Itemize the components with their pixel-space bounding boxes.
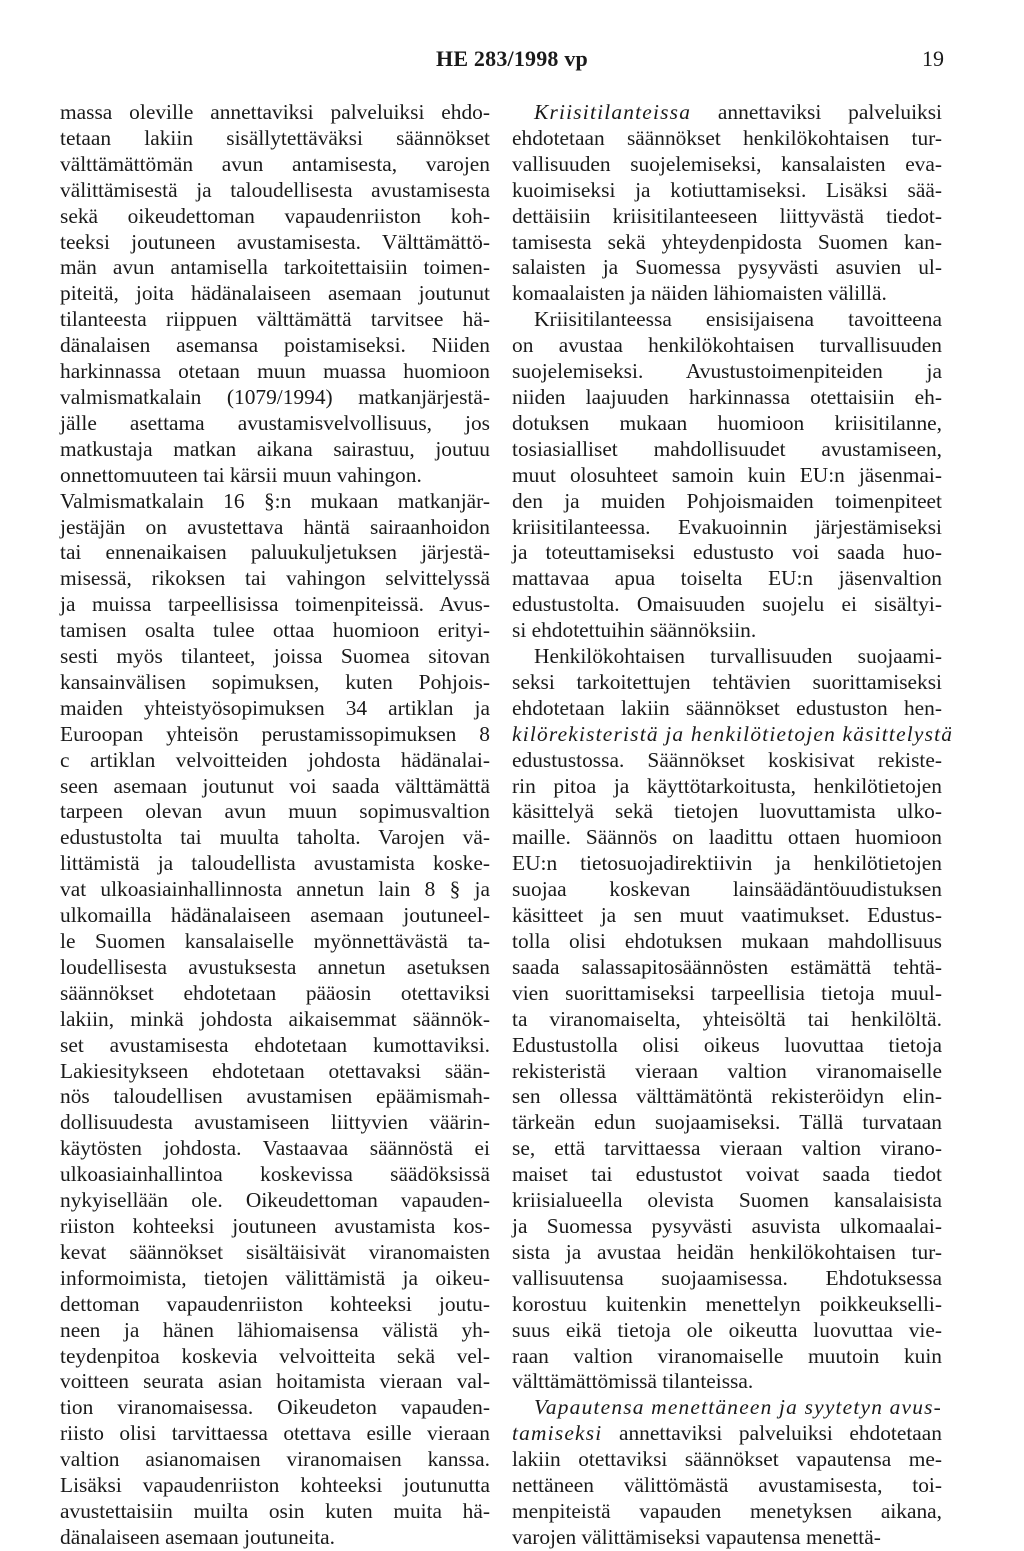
page-number: 19 (922, 46, 944, 71)
text-line (512, 1395, 942, 1421)
text-line: kuoimiseksi ja kotiuttamiseksi. Lisäksi sää- (512, 177, 942, 202)
text-line: ehdotetaan lakiin säännökset edustuston hen- (512, 695, 942, 720)
text-line: niiden laajuuden harkinnassa otettaisiin eh- (512, 384, 942, 409)
text-line: dollisuudesta avustamiseen liittyvien väärin- (60, 1110, 490, 1135)
right-text-column (512, 100, 954, 1551)
text-line: le Suomen kansalaiselle myönnettävästä ta- (60, 929, 490, 953)
text-line: onnettomuuteen tai kärsii muun vahingon. (60, 462, 422, 487)
text-line: mattavaa apua toiselta EU:n jäsenvaltion (512, 566, 942, 591)
text-line: tamisen osalta tulee ottaa huomioon erityi- (60, 618, 490, 643)
text-line: edustustolta. Omaisuuden suojelu ei sisältyi- (512, 592, 942, 617)
text-line: sekä oikeudettoman vapaudenriiston koh- (60, 203, 490, 228)
text-line: menpiteistä vapauden menetyksen aikana, (512, 1498, 942, 1523)
text-line: valtion asianomaisen viranomaisen kanssa. (60, 1447, 490, 1472)
text-line: sesti myös tilanteet, joissa Suomea sitovan (60, 644, 490, 669)
text-line: lakiin, minkä johdosta aikaisemmat säännök- (60, 1006, 490, 1031)
text-line: si ehdotettuihin säännöksiin. (512, 618, 757, 643)
text-line: vallisuutensa suojaamisessa. Ehdotuksessa (512, 1265, 942, 1290)
line-rest: annettaviksi palveluiksi ehdotetaan (602, 1421, 942, 1446)
document-title: HE 283/1998 vp (436, 46, 588, 71)
text-line: tion viranomaisessa. Oikeudeton vapauden- (60, 1395, 490, 1420)
text-line: rin pitoa ja käyttötarkoitusta, henkilötietojen (512, 773, 942, 798)
text-line: seen asemaan joutunut voi saada välttämättä (60, 773, 490, 798)
text-line: nettäneen välittömästä avustamisesta, toi- (512, 1473, 942, 1498)
text-line: muut olosuhteet samoin kuin EU:n jäsenmai- (512, 462, 942, 487)
text-line: seksi tarkoitettujen tehtävien suorittamiseksi (512, 669, 942, 694)
text-line: avustettaisiin muilta osin kuten muita hä- (60, 1498, 490, 1523)
text-line: tärkeän edun suojaamiseksi. Tällä turvataan (512, 1110, 942, 1135)
text-line: suus eikä tietoja ole oikeutta luovuttaa vie- (512, 1317, 942, 1342)
text-line: tosiasialliset mahdollisuudet avustamiseen, (512, 436, 942, 461)
italic-term: Kriisitilanteissa (534, 100, 692, 124)
text-line (512, 721, 954, 748)
text-line: raan valtion viranomaiselle muutoin kuin (512, 1343, 942, 1368)
text-line: informoimista, tietojen välittämistä ja oikeu- (60, 1265, 490, 1290)
text-line: saada salassapitosäännösten estämättä tehtä- (512, 954, 942, 979)
text-line: riisto olisi tarvittaessa otettava esille vieraan (60, 1421, 490, 1446)
text-line: kevat säännökset sisältäisivät viranomaisten (60, 1239, 490, 1264)
text-line: tetaan lakiin sisällytettäväksi säännökset (60, 125, 490, 150)
text-line: vallisuuden suojelemiseksi, kansalaisten eva- (512, 151, 942, 176)
text-line: käsitteet ja sen muut vaatimukset. Edustus- (512, 903, 942, 928)
text-line: kriisialueella olevista Suomen kansalaisista (512, 1188, 942, 1213)
text-line: EU:n tietosuojadirektiivin ja henkilötietojen (512, 851, 942, 876)
text-line: dänalaiseen asemaan joutuneita. (60, 1524, 335, 1549)
text-line: salaisten ja Suomessa pysyvästi asuvien ul- (512, 255, 942, 280)
text-line: lakiin otettaviksi säännökset vapautensa me- (512, 1447, 942, 1472)
text-line: tarpeen olevan avun muun sopimusvaltion (60, 799, 490, 824)
text-line: nös taloudellisen avustamisen epäämismah- (60, 1084, 490, 1109)
text-line: harkinnassa otetaan muun muassa huomioon (60, 359, 490, 384)
text-line: komaalaisten ja näiden lähiomaisten välillä. (512, 281, 887, 306)
text-line: voitteen seurata asian hoitamista vieraan val- (60, 1369, 490, 1394)
text-line: tai ennenaikaisen paluukuljetuksen järjestä- (60, 540, 490, 565)
left-text-column (60, 100, 490, 1551)
italic-term: kilörekisteristä ja henkilötietojen käsittelystä (512, 721, 954, 746)
text-line: valmismatkalain (1079/1994) matkanjärjestä- (60, 384, 490, 409)
text-line: tamisesta sekä yhteydenpidosta Suomen kan- (512, 229, 942, 254)
text-line: välittämisestä ja taloudellisesta avustamisesta (60, 177, 490, 202)
text-line: vien suorittamiseksi tarpeellisia tietoja muul- (512, 980, 942, 1005)
text-line: tilanteesta riippuen välttämättä tarvitsee hä- (60, 307, 490, 332)
text-line: misessä, rikoksen tai vahingon selvittelyssä (60, 566, 490, 591)
text-line (512, 100, 942, 126)
text-line: riiston kohteeksi joutuneen avustamista kos- (60, 1213, 490, 1238)
text-line: varojen välittämiseksi vapautensa menettä- (512, 1524, 881, 1549)
text-line: on avustaa henkilökohtaisen turvallisuuden (512, 333, 942, 358)
text-line: korostuu kuitenkin menettelyn poikkeukselli- (512, 1291, 942, 1316)
text-line: ta viranomaiselta, yhteisöltä tai henkilöltä. (512, 1006, 942, 1031)
text-line: neen ja hänen lähiomaisensa välistä yh- (60, 1317, 490, 1342)
text-line: käsittelyä sekä tietojen luovuttamista ulko- (512, 799, 942, 824)
text-line: suojelemiseksi. Avustustoimenpiteiden ja (512, 359, 942, 384)
text-line: ja muissa tarpeellisissa toimenpiteissä. Avus- (60, 592, 490, 617)
text-line: ulkomailla hädänalaiseen asemaan joutuneel- (60, 903, 490, 928)
text-line: jälle asettama avustamisvelvollisuus, jos (60, 410, 490, 435)
text-line: matkustaja matkan aikana sairastuu, joutuu (60, 436, 490, 461)
text-line: sen ollessa välttämätöntä rekisteröidyn elin- (512, 1084, 942, 1109)
text-line: vat ulkoasiainhallinnosta annetun lain 8 § ja (60, 877, 490, 902)
text-line: Henkilökohtaisen turvallisuuden suojaami- (534, 644, 942, 669)
text-line: Euroopan yhteisön perustamissopimuksen 8 (60, 721, 490, 746)
text-line: tolla olisi ehdotuksen mukaan mahdollisuus (512, 929, 942, 953)
text-line: Valmismatkalain 16 §:n mukaan matkanjär- (60, 488, 490, 513)
text-line: maiden yhteistyösopimuksen 34 artiklan ja (60, 695, 490, 720)
text-line: maille. Säännös on laadittu ottaen huomioon (512, 825, 942, 850)
text-line: littämistä ja taloudellista avustamista koske- (60, 851, 490, 876)
text-line: edustustolta tai muulta taholta. Varojen vä- (60, 825, 490, 850)
line-rest: annettaviksi palveluiksi (691, 100, 942, 124)
text-line: edustustossa. Säännökset koskisivat rekiste- (512, 747, 942, 772)
text-line: dotuksen mukaan huomioon kriisitilanne, (512, 410, 942, 435)
text-line: set avustamisesta ehdotetaan kumottaviksi. (60, 1032, 490, 1057)
text-line: ehdotetaan säännökset henkilökohtaisen tur- (512, 125, 942, 150)
text-line: suojaa koskevan lainsäädäntöuudistuksen (512, 877, 942, 902)
text-line: välttämättömän avun antamisesta, varojen (60, 151, 490, 176)
text-line: kansainvälisen sopimuksen, kuten Pohjois- (60, 669, 490, 694)
text-line: sista ja avustaa heidän henkilökohtaisen tur- (512, 1239, 942, 1264)
text-line: ulkoasiainhallintoa koskevissa säädöksissä (60, 1162, 490, 1187)
text-line: den ja muiden Pohjoismaiden toimenpiteet (512, 488, 942, 513)
text-line: jestäjän on avustettava häntä sairaanhoidon (60, 514, 490, 539)
italic-term: tamiseksi (512, 1421, 603, 1446)
text-line: män avun antamisella tarkoitettaisiin toimen- (60, 255, 490, 280)
italic-term: Vapautensa menettäneen ja syytetyn avus- (534, 1395, 942, 1420)
text-line: c artiklan velvoitteiden johdosta hädänalai- (60, 747, 490, 772)
text-line: ja Suomessa pysyvästi asuvista ulkomaalai- (512, 1213, 942, 1238)
text-line: teydenpitoa koskevia velvoitteita sekä vel- (60, 1343, 490, 1368)
text-line: dettoman vapaudenriiston kohteeksi joutu- (60, 1291, 490, 1316)
text-line: Kriisitilanteessa ensisijaisena tavoitteena (534, 307, 942, 332)
text-line: maiset tai edustustot voivat saada tiedot (512, 1162, 942, 1187)
text-line: ja toteuttamiseksi edustusto voi saada huo- (512, 540, 942, 565)
text-line: Lisäksi vapaudenriiston kohteeksi joutunutta (60, 1473, 490, 1498)
text-line: dänalaisen asemansa poistamiseksi. Niiden (60, 333, 490, 358)
text-line: Lakiesitykseen ehdotetaan otettavaksi sään- (60, 1058, 490, 1083)
text-line: Edustustolla olisi oikeus luovuttaa tietoja (512, 1032, 942, 1057)
text-line: teeksi joutuneen avustamisesta. Välttämättö- (60, 229, 490, 254)
text-line: säännökset ehdotetaan pääosin otettaviksi (60, 980, 490, 1005)
text-line: massa oleville annettaviksi palveluiksi ehdo- (60, 100, 490, 124)
text-line: käytösten johdosta. Vastaavaa säännöstä ei (60, 1136, 490, 1161)
text-line: se, että tarvittaessa vieraan valtion virano- (512, 1136, 942, 1161)
text-line (512, 1421, 942, 1447)
text-line: nykyisellään ole. Oikeudettoman vapauden- (60, 1188, 490, 1213)
text-line: välttämättömissä tilanteissa. (512, 1369, 754, 1394)
text-line: piteitä, joita hädänalaiseen asemaan joutunut (60, 281, 490, 306)
text-line: dettäisiin kriisitilanteeseen liittyvästä tiedot- (512, 203, 942, 228)
text-line: rekisteristä vieraan valtion viranomaiselle (512, 1058, 942, 1083)
text-line: loudellisesta avustuksesta annetun asetuksen (60, 954, 490, 979)
page-header (0, 46, 1024, 86)
text-line: kriisitilanteessa. Evakuoinnin järjestämiseksi (512, 514, 942, 539)
